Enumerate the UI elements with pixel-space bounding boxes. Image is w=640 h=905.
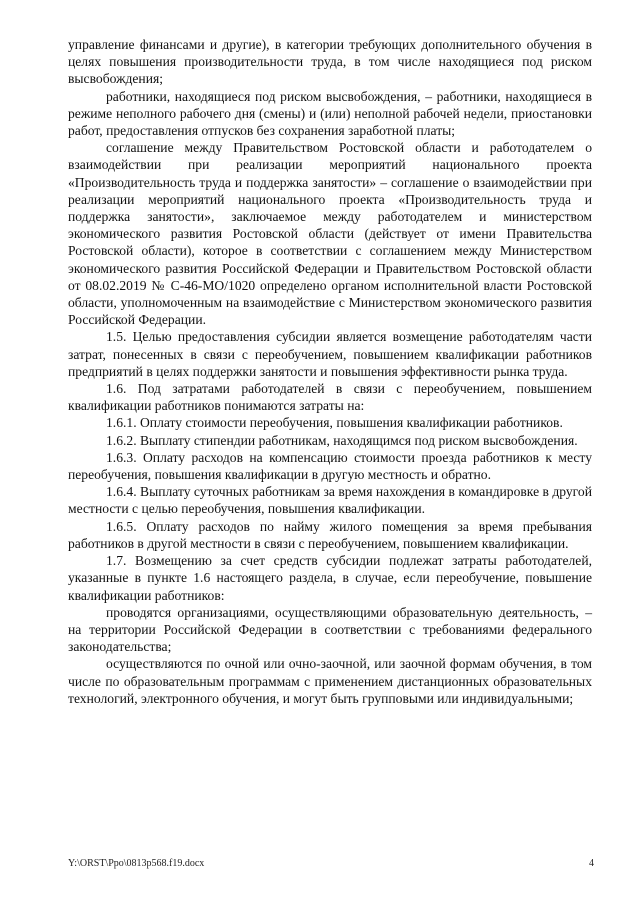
paragraph-7: 1.6.2. Выплату стипендии работникам, находящимся под риском высвобождения.: [106, 432, 578, 448]
footer-file-path: Y:\ORST\Ppo\0813p568.f19.docx: [68, 858, 205, 869]
paragraph-10: 1.6.5. Оплату расходов по найму жилого помещения за время пребывания работников в другой местности в связи с переобучением, повышением квалификации.: [68, 518, 592, 551]
paragraph-9: 1.6.4. Выплату суточных работникам за время нахождения в командировке в другой местности с целью переобучения, повышения квалификации.: [68, 484, 592, 517]
paragraph-12: проводятся организациями, осуществляющими образовательную деятельность, – на территории Российской Федерации в соответствии с требованиями федерального законодательства;: [68, 604, 592, 655]
paragraph-13: осуществляются по очной или очно-заочной, или заочной формам обучения, в том числе по образовательным программам с применением дистанционных образовательных технологий, электронного обучения, и могут быть групповыми или индивидуальными;: [68, 656, 592, 706]
document-body: [68, 36, 592, 707]
paragraph-4: 1.5. Целью предоставления субсидии является возмещение работодателям части затрат, понесенных в связи с переобучением, повышением квалификации работников предприятий в целях поддержки занятости и повышения эффективности рынка труда.: [68, 329, 592, 379]
paragraph-6: 1.6.1. Оплату стоимости переобучения, повышения квалификации работников.: [106, 415, 563, 431]
paragraph-3: соглашение между Правительством Ростовской области и работодателем о взаимодействии при реализации мероприятий национального проекта «Производительность труда и поддержка занятости» – соглашение о взаимодействии при реализации мероприятий национального проекта «Производительность труда и поддержка занятости», заключаемое между работодателем и министерством экономического развития Ростовской области (действует от имени Правительства Ростовской области), которое в соответствии с соглашением между Министерством экономического развития Российской Федерации и Правительством Ростовской области от 08.02.2019 № С-46-МО/1020 определено органом исполнительной власти Ростовской области, уполномоченным на взаимодействие с Министерством экономического развития Российской Федерации.: [68, 140, 592, 328]
paragraph-2: работники, находящиеся под риском высвобождения, – работники, находящиеся в режиме неполного рабочего дня (смены) и (или) неполной рабочей недели, приостановки работ, предоставления отпусков без сохранения заработной платы;: [68, 88, 592, 139]
page-number: 4: [589, 858, 594, 869]
paragraph-5: 1.6. Под затратами работодателей в связи с переобучением, повышением квалификации работников понимаются затраты на:: [68, 381, 592, 414]
paragraph-1: управление финансами и другие), в категории требующих дополнительного обучения в целях повышения производительности труда, в том числе находящиеся под риском высвобождения;: [68, 37, 592, 87]
paragraph-8: 1.6.3. Оплату расходов на компенсацию стоимости проезда работников к месту переобучения, повышения квалификации в другую местность и обратно.: [68, 449, 592, 483]
paragraph-11: 1.7. Возмещению за счет средств субсидии подлежат затраты работодателей, указанные в пункте 1.6 настоящего раздела, в случае, если переобучение, повышение квалификации работников:: [68, 553, 592, 603]
